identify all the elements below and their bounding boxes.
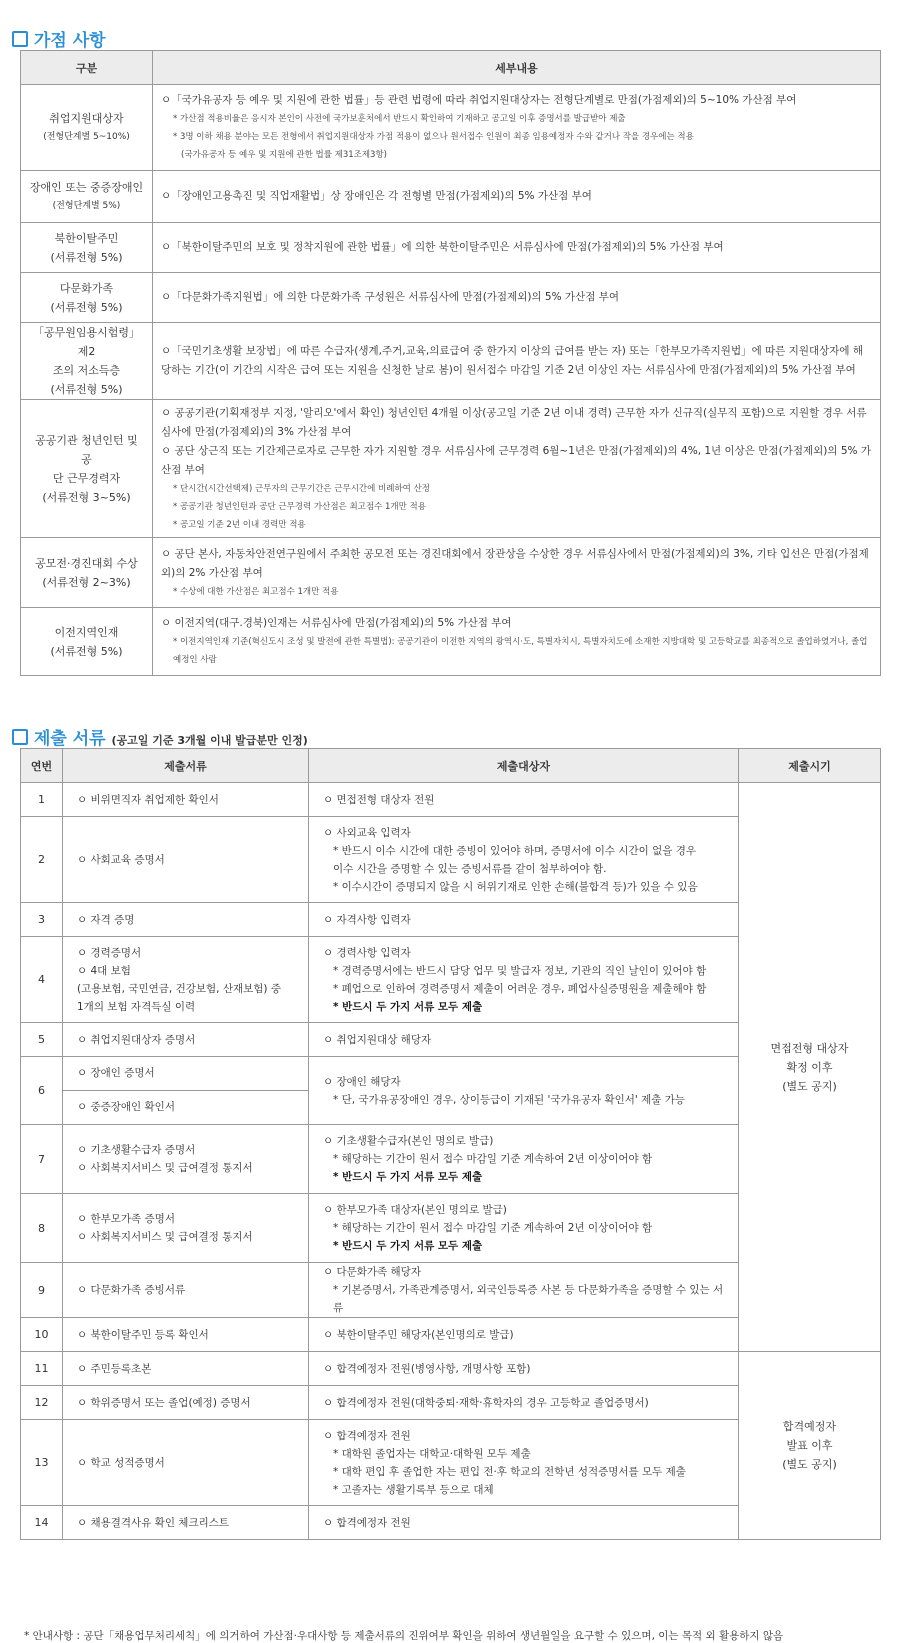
docs-target-cell bbox=[309, 1420, 739, 1506]
bonus-category-cell bbox=[21, 85, 153, 171]
bonus-detail-line: ㅇ「북한이탈주민의 보호 및 정착지원에 관한 법률」에 의한 북한이탈주민은 서류심사에 만점(가점제외)의 5% 가산점 부여 bbox=[161, 241, 724, 253]
bonus-category-line: 이전지역인재 bbox=[54, 625, 119, 639]
bonus-section-title bbox=[12, 26, 106, 51]
docs-target-line: ㅇ 합격예정자 전원(대학중퇴·재학·휴학자의 경우 고등학교 졸업증명서) bbox=[323, 1396, 649, 1409]
docs-target-cell bbox=[309, 1125, 739, 1194]
docs-target-line: ㅇ 취업지원대상 해당자 bbox=[323, 1033, 432, 1046]
docs-no-cell: 2 bbox=[21, 817, 63, 903]
docs-name-line: ㅇ 사회교육 증명서 bbox=[77, 853, 165, 866]
docs-target-line: * 반드시 두 가지 서류 모두 제출 bbox=[333, 1000, 483, 1013]
bonus-category-cell bbox=[21, 400, 153, 538]
docs-name-cell bbox=[63, 1057, 309, 1125]
docs-name-cell bbox=[63, 1386, 309, 1420]
docs-row bbox=[21, 1352, 881, 1386]
docs-name-cell bbox=[63, 783, 309, 817]
square-bullet-icon bbox=[12, 31, 28, 47]
bonus-detail-note: * 공고일 기준 2년 이내 경력만 적용 bbox=[173, 519, 306, 530]
bonus-category-line: 다문화가족 bbox=[59, 281, 114, 295]
docs-target-line: ㅇ 사외교육 입력자 bbox=[323, 826, 411, 839]
bonus-row bbox=[21, 323, 881, 400]
bonus-detail-note: (국가유공자 등 예우 및 지원에 관한 법률 제31조제3항) bbox=[181, 150, 387, 160]
docs-target-line: * 이수시간이 증명되지 않을 시 허위기재로 인한 손해(불합격 등)가 있을 수 있음 bbox=[333, 880, 698, 893]
docs-target-line: ㅇ 장애인 해당자 bbox=[323, 1075, 401, 1088]
docs-timing-line: 발표 이후 bbox=[786, 1439, 833, 1452]
docs-target-cell bbox=[309, 1386, 739, 1420]
bonus-category-line: (서류전형 2~3%) bbox=[42, 575, 131, 589]
docs-name-line: ㅇ 사회복지서비스 및 급여결정 통지서 bbox=[77, 1231, 253, 1243]
docs-target-line: * 해당하는 기간이 원서 접수 마감일 기준 계속하여 2년 이상이어야 함 bbox=[333, 1153, 653, 1165]
bonus-category-line: 북한이탈주민 bbox=[54, 231, 119, 245]
docs-target-cell bbox=[309, 1506, 739, 1540]
bonus-category-line: 공모전·경진대회 수상 bbox=[35, 556, 138, 570]
docs-name-line: ㅇ 학위증명서 또는 졸업(예정) 증명서 bbox=[77, 1396, 251, 1409]
docs-header-row bbox=[21, 749, 881, 783]
bonus-category-line: 공공기관 청년인턴 및 공 bbox=[35, 433, 138, 466]
bonus-category-cell bbox=[21, 323, 153, 400]
docs-target-line: ㅇ 합격예정자 전원(병영사항, 개명사항 포함) bbox=[323, 1362, 531, 1375]
bonus-row bbox=[21, 85, 881, 171]
docs-target-cell bbox=[309, 903, 739, 937]
docs-name-line: ㅇ 다문화가족 증빙서류 bbox=[77, 1284, 186, 1296]
bonus-category-line: 「공무원임용시험령」제2 bbox=[32, 326, 140, 358]
docs-target-line: * 폐업으로 인하여 경력증명서 제출이 어려운 경우, 폐업사실증명원을 제출해야 함 bbox=[333, 982, 707, 995]
docs-target-line: ㅇ 경력사항 입력자 bbox=[323, 946, 411, 959]
bonus-detail-line: ㅇ 공공기관(기획재정부 지정, '알리오'에서 확인) 청년인턴 4개월 이상(공고일 기준 2년 이내 경력) 근무한 자가 신규직(실무직 포함)으로 지원할 경우 서류심사에 만점(가점제외)의 3% 가산점 부여 bbox=[161, 406, 867, 438]
docs-target-cell bbox=[309, 1352, 739, 1386]
bonus-detail-note: * 가산점 적용비율은 응시자 본인이 사전에 국가보훈처에서 반드시 확인하여 기재하고 공고일 이후 증명서를 발급받아 제출 bbox=[173, 114, 626, 124]
docs-target-line: * 대학원 졸업자는 대학교·대학원 모두 제출 bbox=[333, 1447, 531, 1460]
docs-target-cell bbox=[309, 1023, 739, 1057]
bonus-header-detail: 세부내용 bbox=[153, 51, 881, 85]
docs-name-line: ㅇ 학교 성적증명서 bbox=[77, 1456, 165, 1469]
docs-header-no: 연번 bbox=[21, 749, 63, 783]
docs-no-cell: 8 bbox=[21, 1194, 63, 1263]
docs-target-line: ㅇ 자격사항 입력자 bbox=[323, 913, 411, 926]
docs-name-line: ㅇ 북한이탈주민 등록 확인서 bbox=[77, 1328, 209, 1341]
docs-name-line: 1개의 보험 자격득실 이력 bbox=[77, 1000, 196, 1013]
docs-target-line: ㅇ 면접전형 대상자 전원 bbox=[323, 793, 435, 806]
docs-no-cell: 1 bbox=[21, 783, 63, 817]
footnote: * 안내사항 : 공단「채용업무처리세칙」에 의거하여 가산점·우대사항 등 제출서류의 진위여부 확인을 위하여 생년월일을 요구할 수 있으며, 이는 목적 외 활용하지 않음 bbox=[24, 1630, 784, 1642]
docs-table bbox=[20, 748, 881, 1540]
docs-name-line: ㅇ 사회복지서비스 및 급여결정 통지서 bbox=[77, 1162, 253, 1174]
bonus-category-line: (서류전형 3~5%) bbox=[42, 490, 131, 504]
docs-name-line: ㅇ 장애인 증명서 bbox=[63, 1057, 308, 1091]
docs-timing-line: (별도 공지) bbox=[782, 1079, 837, 1093]
docs-target-line: * 단, 국가유공장애인 경우, 상이등급이 기재된 '국가유공자 확인서' 제출 가능 bbox=[333, 1093, 686, 1106]
bonus-category-line: (서류전형 5%) bbox=[50, 383, 123, 396]
docs-name-cell bbox=[63, 937, 309, 1023]
bonus-category-line: 단 근무경력자 bbox=[52, 471, 121, 485]
docs-no-cell: 6 bbox=[21, 1057, 63, 1125]
docs-target-line: * 반드시 이수 시간에 대한 증빙이 있어야 하며, 증명서에 이수 시간이 없을 경우 bbox=[333, 844, 697, 857]
docs-subtitle: (공고일 기준 3개월 이내 발급분만 인정) bbox=[111, 734, 308, 747]
docs-no-cell: 4 bbox=[21, 937, 63, 1023]
bonus-category-cell bbox=[21, 273, 153, 323]
docs-target-line: * 경력증명서에는 반드시 담당 업무 및 발급자 정보, 기관의 직인 날인이 있어야 함 bbox=[333, 964, 707, 977]
docs-timing-line: 면접전형 대상자 bbox=[770, 1041, 849, 1055]
docs-target-line: * 기본증명서, 가족관계증명서, 외국인등록증 사본 등 다문화가족을 증명할 수 있는 서류 bbox=[333, 1284, 724, 1314]
bonus-table bbox=[20, 50, 881, 676]
bonus-row bbox=[21, 171, 881, 223]
docs-target-cell bbox=[309, 1057, 739, 1125]
docs-name-cell bbox=[63, 1194, 309, 1263]
bonus-detail-cell bbox=[153, 223, 881, 273]
docs-target-cell bbox=[309, 1194, 739, 1263]
bonus-detail-cell bbox=[153, 400, 881, 538]
bonus-category-cell bbox=[21, 171, 153, 223]
bonus-detail-line: ㅇ 공단 본사, 자동차안전연구원에서 주최한 공모전 또는 경진대회에서 장관상을 수상한 경우 서류심사에서 만점(가점제외)의 3%, 기타 입선은 만점(가점제외)의 2% 가산점 부여 bbox=[161, 547, 869, 579]
bonus-detail-line: ㅇ 이전지역(대구.경북)인재는 서류심사에 만점(가점제외)의 5% 가산점 부여 bbox=[161, 617, 512, 629]
docs-name-line: ㅇ 중증장애인 확인서 bbox=[77, 1101, 175, 1113]
bonus-detail-note: * 3명 이하 채용 분야는 모든 전형에서 취업지원대상자 가점 적용이 없으나 원서접수 인원이 최종 임용예정자 수와 같거나 작을 경우에는 적용 bbox=[173, 132, 694, 142]
bonus-category-cell bbox=[21, 538, 153, 608]
bonus-detail-cell bbox=[153, 85, 881, 171]
docs-name-line: ㅇ 4대 보험 bbox=[77, 964, 131, 977]
bonus-row bbox=[21, 273, 881, 323]
bonus-detail-line: ㅇ「장애인고용촉진 및 직업재활법」상 장애인은 각 전형별 만점(가점제외)의 5% 가산점 부여 bbox=[161, 190, 592, 202]
docs-name-line: ㅇ 한부모가족 증명서 bbox=[77, 1213, 175, 1225]
bonus-detail-line: ㅇ「다문화가족지원법」에 의한 다문화가족 구성원은 서류심사에 만점(가점제외)의 5% 가산점 부여 bbox=[161, 291, 619, 303]
docs-target-cell bbox=[309, 937, 739, 1023]
docs-target-cell bbox=[309, 783, 739, 817]
bonus-category-line: (전형단계별 5~10%) bbox=[43, 131, 130, 142]
docs-name-line: ㅇ 기초생활수급자 증명서 bbox=[77, 1144, 196, 1156]
docs-timing-line: (별도 공지) bbox=[782, 1458, 837, 1471]
docs-no-cell: 9 bbox=[21, 1263, 63, 1318]
docs-name-cell bbox=[63, 1352, 309, 1386]
docs-no-cell: 13 bbox=[21, 1420, 63, 1506]
docs-name-cell bbox=[63, 1506, 309, 1540]
bonus-detail-line: ㅇ「국가유공자 등 예우 및 지원에 관한 법률」등 관련 법령에 따라 취업지원대상자는 전형단계별로 만점(가점제외)의 5~10% 가산점 부여 bbox=[161, 94, 797, 106]
docs-row bbox=[21, 783, 881, 817]
bonus-detail-cell bbox=[153, 538, 881, 608]
docs-target-line: 이수 시간을 증명할 수 있는 증빙서류를 같이 첨부하여야 함. bbox=[333, 862, 607, 875]
bonus-category-line: (전형단계별 5%) bbox=[52, 200, 121, 211]
bonus-detail-line: ㅇ「국민기초생활 보장법」에 따른 수급자(생계,주거,교육,의료급여 중 한가지 이상의 급여를 받는 자) 또는「한부모가족지원법」에 따른 지원대상자에 해당하는 기간(이 기간의 시작은 급여 또는 지원을 신청한 날로 봄)이 원서접수 마감일 기준 2년 이상인 자는 서류심사에 만점(가점제외)의 5% 가산점 부여 bbox=[161, 345, 864, 376]
bonus-detail-note: * 수상에 대한 가산점은 최고점수 1개만 적용 bbox=[173, 586, 339, 597]
docs-name-line: ㅇ 비위면직자 취업제한 확인서 bbox=[77, 793, 219, 806]
bonus-category-line: 조의 저소득층 bbox=[52, 364, 121, 377]
bonus-detail-note: * 공공기관 청년인턴과 공단 근무경력 가산점은 최고점수 1개만 적용 bbox=[173, 501, 426, 512]
docs-target-line: ㅇ 다문화가족 해당자 bbox=[323, 1266, 421, 1278]
docs-no-cell: 3 bbox=[21, 903, 63, 937]
bonus-detail-line: ㅇ 공단 상근직 또는 기간제근로자로 근무한 자가 지원할 경우 서류심사에 근무경력 6월~1년은 만점(가점제외)의 4%, 1년 이상은 만점(가점제외)의 5% 가산점 부여 bbox=[161, 444, 871, 476]
docs-target-cell bbox=[309, 1263, 739, 1318]
docs-no-cell: 11 bbox=[21, 1352, 63, 1386]
docs-timing-line: 확정 이후 bbox=[786, 1060, 833, 1074]
docs-header-target: 제출대상자 bbox=[309, 749, 739, 783]
docs-target-cell bbox=[309, 1318, 739, 1352]
docs-name-cell bbox=[63, 1125, 309, 1194]
docs-timing-line: 합격예정자 bbox=[782, 1420, 837, 1433]
bonus-category-cell bbox=[21, 223, 153, 273]
bonus-title-text: 가점 사항 bbox=[34, 31, 106, 51]
bonus-category-line: 취업지원대상자 bbox=[49, 111, 124, 125]
docs-no-cell: 10 bbox=[21, 1318, 63, 1352]
docs-title-text: 제출 서류 bbox=[34, 729, 106, 749]
bonus-detail-cell bbox=[153, 273, 881, 323]
docs-name-cell bbox=[63, 1318, 309, 1352]
docs-name-line: ㅇ 경력증명서 bbox=[77, 946, 142, 959]
docs-timing-cell bbox=[739, 1352, 881, 1540]
bonus-header-row bbox=[21, 51, 881, 85]
docs-name-line: (고용보험, 국민연금, 건강보험, 산재보험) 중 bbox=[77, 982, 281, 995]
docs-name-cell bbox=[63, 1263, 309, 1318]
bonus-header-category: 구분 bbox=[21, 51, 153, 85]
docs-name-line: ㅇ 자격 증명 bbox=[77, 913, 135, 926]
docs-no-cell: 12 bbox=[21, 1386, 63, 1420]
docs-section-title bbox=[12, 724, 308, 749]
docs-target-line: * 고졸자는 생활기록부 등으로 대체 bbox=[333, 1483, 494, 1496]
bonus-row bbox=[21, 608, 881, 676]
docs-name-line: ㅇ 채용결격사유 확인 체크리스트 bbox=[77, 1516, 230, 1529]
docs-timing-cell bbox=[739, 783, 881, 1352]
bonus-row bbox=[21, 538, 881, 608]
docs-name-cell bbox=[63, 817, 309, 903]
bonus-detail-cell bbox=[153, 323, 881, 400]
bonus-row bbox=[21, 400, 881, 538]
bonus-detail-cell bbox=[153, 171, 881, 223]
docs-name-line: ㅇ 주민등록초본 bbox=[77, 1362, 152, 1375]
bonus-row bbox=[21, 223, 881, 273]
bonus-category-line: (서류전형 5%) bbox=[50, 300, 123, 314]
bonus-category-line: (서류전형 5%) bbox=[50, 644, 123, 658]
docs-no-cell: 14 bbox=[21, 1506, 63, 1540]
docs-name-cell bbox=[63, 1023, 309, 1057]
docs-header-timing: 제출시기 bbox=[739, 749, 881, 783]
square-bullet-icon bbox=[12, 729, 28, 745]
docs-target-line: ㅇ 기초생활수급자(본인 명의로 발급) bbox=[323, 1135, 494, 1147]
bonus-detail-note: * 이전지역인재 기준(혁신도시 조성 및 발전에 관한 특별법): 공공기관이 이전한 지역의 광역시·도, 특별자치시, 특별자치도에 소재한 지방대학 및 고등학교를 최종적으로 졸업하였거나, 졸업예정인 사람 bbox=[173, 637, 868, 665]
docs-target-line: * 반드시 두 가지 서류 모두 제출 bbox=[333, 1240, 483, 1252]
bonus-category-line: 장애인 또는 중증장애인 bbox=[29, 180, 144, 194]
docs-target-line: ㅇ 한부모가족 대상자(본인 명의로 발급) bbox=[323, 1204, 507, 1216]
docs-target-line: ㅇ 북한이탈주민 해당자(본인명의로 발급) bbox=[323, 1328, 514, 1341]
docs-target-line: * 반드시 두 가지 서류 모두 제출 bbox=[333, 1171, 483, 1183]
bonus-category-line: (서류전형 5%) bbox=[50, 250, 123, 264]
bonus-detail-note: * 단시간(시간선택제) 근무자의 근무기간은 근무시간에 비례하여 산정 bbox=[173, 483, 431, 494]
docs-name-line: ㅇ 취업지원대상자 증명서 bbox=[77, 1033, 196, 1046]
docs-target-line: ㅇ 합격예정자 전원 bbox=[323, 1429, 411, 1442]
docs-no-cell: 7 bbox=[21, 1125, 63, 1194]
docs-target-line: ㅇ 합격예정자 전원 bbox=[323, 1516, 411, 1529]
docs-target-line: * 해당하는 기간이 원서 접수 마감일 기준 계속하여 2년 이상이어야 함 bbox=[333, 1222, 653, 1234]
docs-no-cell: 5 bbox=[21, 1023, 63, 1057]
bonus-category-cell bbox=[21, 608, 153, 676]
bonus-detail-cell bbox=[153, 608, 881, 676]
docs-name-cell bbox=[63, 903, 309, 937]
docs-target-line: * 대학 편입 후 졸업한 자는 편입 전·후 학교의 전학년 성적증명서를 모두 제출 bbox=[333, 1465, 686, 1478]
docs-name-cell bbox=[63, 1420, 309, 1506]
docs-header-docs: 제출서류 bbox=[63, 749, 309, 783]
docs-target-cell bbox=[309, 817, 739, 903]
